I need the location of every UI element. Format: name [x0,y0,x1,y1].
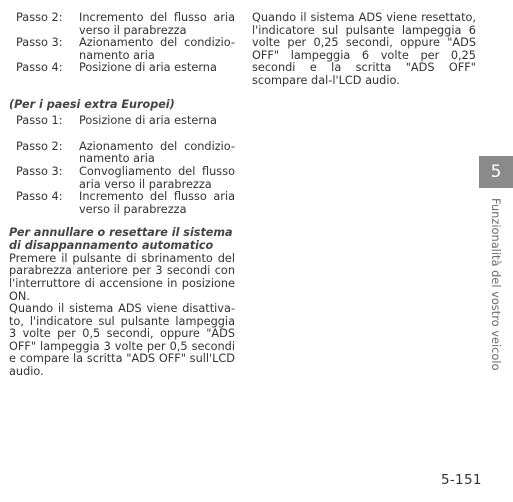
step-text: Posizione di aria esterna [79,114,217,128]
left-column [9,12,235,379]
cancel-reset-heading: Per annullare o resettare il sistema di disappannamento automatico [9,226,233,252]
step-label: Passo 2: [16,139,63,153]
step-label: Passo 2: [16,11,63,24]
step-label: Passo 4: [16,61,63,75]
deactivation-paragraph: Quando il sistema ADS viene disattiva-to, l'indicatore sul pulsante lampeggia 3 volte per 0,5 secondi, oppure "ADS OFF" lampeggia 3 volte per 0,5 secondi e compare la scritta "ADS OFF" sull'LCD audio. [9,302,235,379]
step-label: Passo 3: [16,36,63,50]
reset-paragraph: Quando il sistema ADS viene resettato, l'indicatore sul pulsante lampeggia 6 volte per 0,25 secondi, oppure "ADS OFF" lampeggia 6 volte per 0,25 secondi e la scritta "ADS OFF" scompare dal-l'LCD audio. [252,11,476,87]
step-label: Passo 4: [16,190,63,204]
step-text: Posizione di aria esterna [79,61,217,75]
step-item [9,141,235,166]
steps-list-top [9,12,235,75]
step-text: Azionamento del condizio-namento aria [79,36,235,62]
non-eu-heading: (Per i paesi extra Europei) [9,97,175,111]
step-item [9,37,235,62]
steps-list-non-eu [9,115,235,216]
step-text: Azionamento del condizio-namento aria [79,139,235,166]
step-item [9,191,235,216]
right-column [252,12,476,88]
step-item [9,62,235,75]
chapter-title: Funzionalità del vostro veicolo [489,198,503,371]
chapter-tab: 5 [479,156,513,188]
page-number: 5-151 [441,472,482,488]
step-label: Passo 3: [16,164,63,178]
step-label: Passo 1: [16,114,63,128]
instruction-paragraph: Premere il pulsante di sbrinamento del parabrezza anteriore per 3 secondi con l'interruttore di accensione in posizione ON. [9,251,235,303]
step-item [9,166,235,191]
step-text: Incremento del flusso aria verso il parabrezza [79,11,235,37]
step-item [9,12,235,37]
step-text: Incremento del flusso aria verso il parabrezza [79,190,235,216]
step-text: Convogliamento del flusso aria verso il parabrezza [79,164,235,191]
step-item [9,115,235,128]
